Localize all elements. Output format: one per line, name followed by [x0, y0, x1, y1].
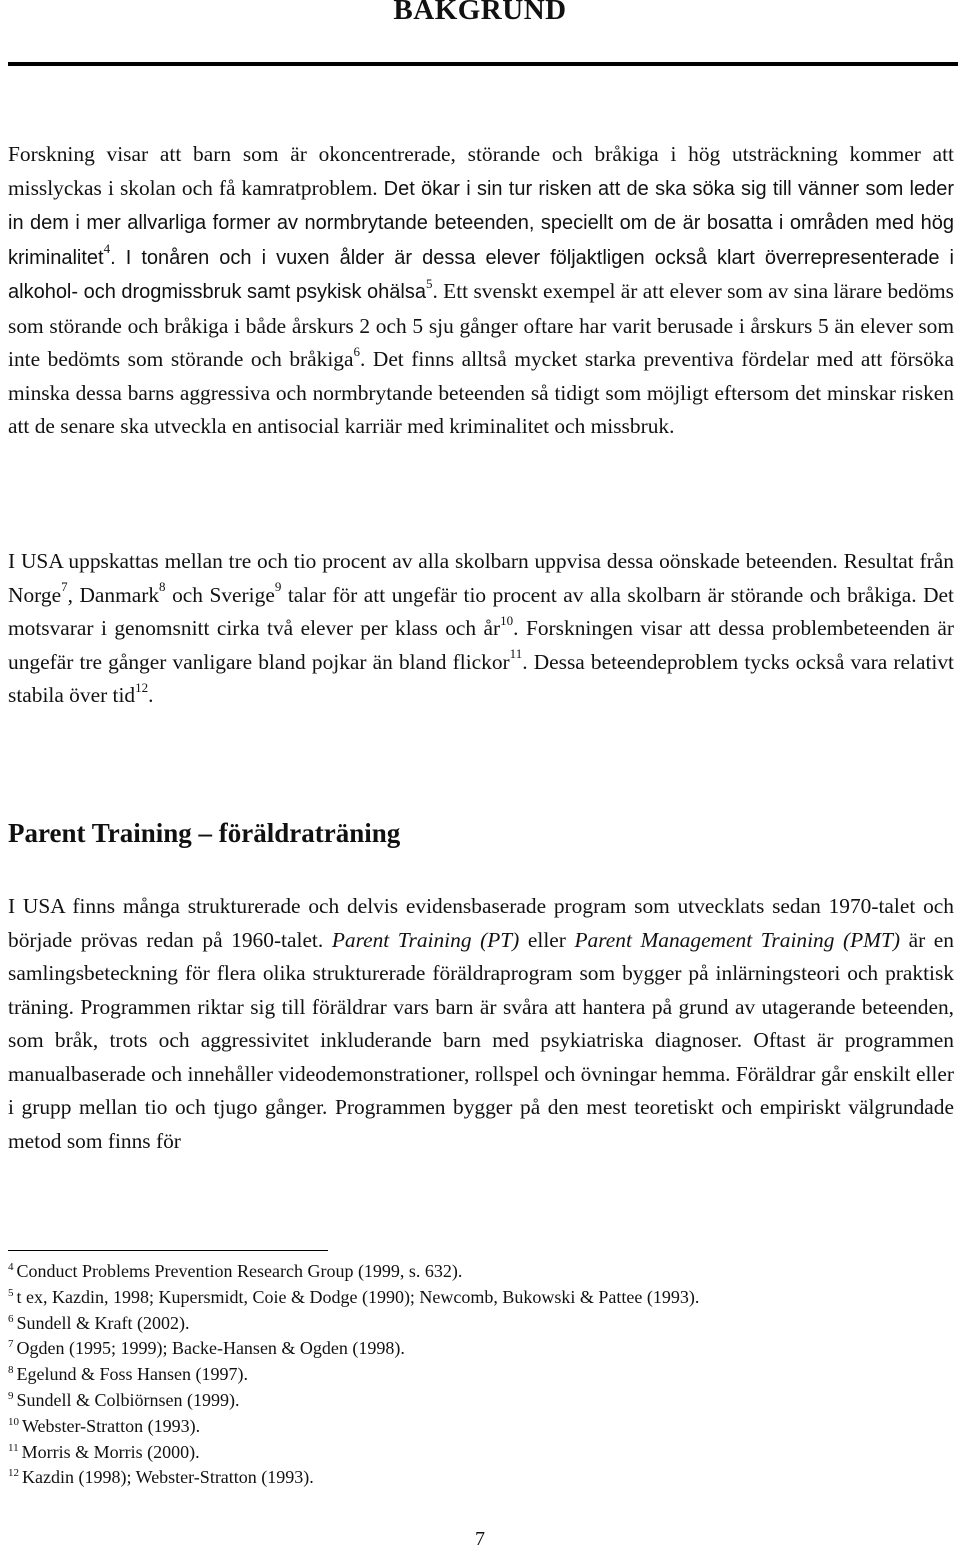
footnote-ref: 4: [103, 241, 111, 257]
paragraph-text: . Ett svenskt exempel är att elever som av sina lärare bedöms som störande och bråkiga i både årskurs 2 och 5 sju gånger oftare har varit berusade i årskurs 5 än elever som inte bedömts som störande och bråkiga: [8, 279, 955, 371]
paragraph-text: I USA finns många strukturerade och delvis evidensbaserade program som utvecklats sedan 1970-talet och började prövas redan på 1960-talet.: [8, 894, 954, 952]
footnote-number: 11: [8, 1441, 19, 1454]
footnote-list: [8, 1259, 954, 1491]
footnote-item: [8, 1414, 954, 1440]
paragraph-text: I USA uppskattas mellan tre och tio procent av alla skolbarn uppvisa dessa oönskade beteenden. Resultat från Norge: [8, 549, 954, 607]
footnote-number: 8: [8, 1364, 14, 1377]
footnote-text: t ex, Kazdin, 1998; Kupersmidt, Coie & Dodge (1990); Newcomb, Bukowski & Pattee (1993).: [16, 1286, 700, 1307]
paragraph-text: , Danmark: [67, 582, 160, 607]
paragraph-text: är en samlingsbeteckning för flera olika strukturerade föräldraprogram som bygger på inlärningsteori och praktisk träning. Programmen riktar sig till föräldrar vars barn är svåra att hantera på grund av utagerande beteenden, som bråk, trots och aggressivitet inkluderande barn med psykiatriska diagnoser. Oftast är programmen manualbaserade och innehåller videodemonstrationer, rollspel och övningar hemma. Föräldrar går enskilt eller i grupp mellan tio och tjugo gånger. Programmen bygger på den mest teoretiskt och empiriskt välgrundade metod som finns för: [8, 927, 954, 1153]
footnote-ref: 9: [274, 579, 282, 595]
footnote-item: [8, 1465, 954, 1491]
footnote-item: [8, 1285, 954, 1311]
footnote-item: [8, 1311, 954, 1337]
footnote-text: Egelund & Foss Hansen (1997).: [16, 1364, 248, 1385]
footnote-ref: 7: [61, 579, 68, 595]
footnote-item: [8, 1259, 954, 1285]
footnote-text: Conduct Problems Prevention Research Group (1999, s. 632).: [16, 1261, 463, 1281]
header-rule: [8, 62, 958, 66]
paragraph-parent-training: [8, 890, 954, 1158]
footnote-ref: 6: [353, 343, 360, 359]
footnote-text: Kazdin (1998); Webster-Stratton (1993).: [22, 1467, 314, 1488]
footnote-item: [8, 1388, 954, 1414]
footnote-number: 4: [8, 1261, 14, 1273]
paragraph-text: . Forskningen visar att dessa problembeteenden är ungefär tre gånger vanligare bland pojkar än bland flickor: [8, 616, 954, 674]
footnote-ref: 11: [509, 646, 523, 662]
footnote-text: Ogden (1995; 1999); Backe-Hansen & Ogden (1998).: [16, 1338, 405, 1359]
paragraph-text: . Det finns alltså mycket starka preventiva fördelar med att försöka minska dessa barns aggressiva och normbrytande beteenden så tidigt som möjligt eftersom det minskar risken att de senare ska utveckla en antisocial karriär med kriminalitet och missbruk.: [8, 347, 954, 438]
paragraph-text: . I tonåren och i vuxen ålder är dessa elever följaktligen också klart överrepresenterade i alkohol- och drogmissbruk samt psykisk ohälsa: [8, 246, 954, 303]
footnote-number: 10: [8, 1415, 19, 1428]
footnote-ref: 5: [425, 275, 433, 291]
footnote-text: Sundell & Kraft (2002).: [16, 1312, 190, 1333]
footnote-text: Webster-Stratton (1993).: [22, 1415, 201, 1436]
footnote-ref: 8: [159, 579, 166, 595]
footnote-text: Morris & Morris (2000).: [21, 1441, 200, 1462]
footnote-number: 12: [8, 1467, 19, 1480]
page-number: 7: [475, 1528, 485, 1550]
italic-term: Parent Management Training (PMT): [574, 927, 901, 952]
italic-term: Parent Training (PT): [331, 927, 520, 952]
section-heading: Parent Training – föräldraträning: [8, 818, 401, 848]
footnote-number: 5: [8, 1286, 14, 1299]
footnote-number: 9: [8, 1389, 14, 1402]
footnote-ref: 10: [500, 612, 514, 628]
footnote-number: 7: [8, 1338, 14, 1351]
footnote-item: [8, 1336, 954, 1362]
footnote-rule: [8, 1250, 328, 1251]
paragraph-background-2: [8, 545, 954, 713]
paragraph-text: eller: [519, 927, 575, 952]
paragraph-text: .: [148, 683, 154, 707]
paragraph-background-1: [8, 138, 954, 444]
page-header-title: BAKGRUND: [393, 0, 567, 26]
paragraph-text: Forskning visar att barn som är okoncentrerade, störande och bråkiga i hög utsträckning kommer att misslyckas i skolan och få kamratproblem.: [8, 142, 954, 200]
footnote-item: [8, 1362, 954, 1388]
paragraph-text: . Dessa beteendeproblem tycks också vara relativt stabila över tid: [8, 649, 954, 707]
footnote-item: [8, 1440, 954, 1466]
footnote-ref: 12: [135, 679, 149, 695]
paragraph-text: och Sverige: [165, 582, 275, 607]
paragraph-text: Det ökar i sin tur risken att de ska söka sig till vänner som leder in dem i mer allvarliga former av normbrytande beteenden, speciellt om de är bosatta i områden med hög kriminalitet: [8, 177, 954, 269]
footnote-number: 6: [8, 1312, 14, 1325]
paragraph-text: talar för att ungefär tio procent av alla skolbarn är störande och bråkiga. Det motsvarar i genomsnitt cirka två elever per klass och år: [8, 582, 954, 640]
footnote-text: Sundell & Colbiörnsen (1999).: [16, 1389, 240, 1410]
